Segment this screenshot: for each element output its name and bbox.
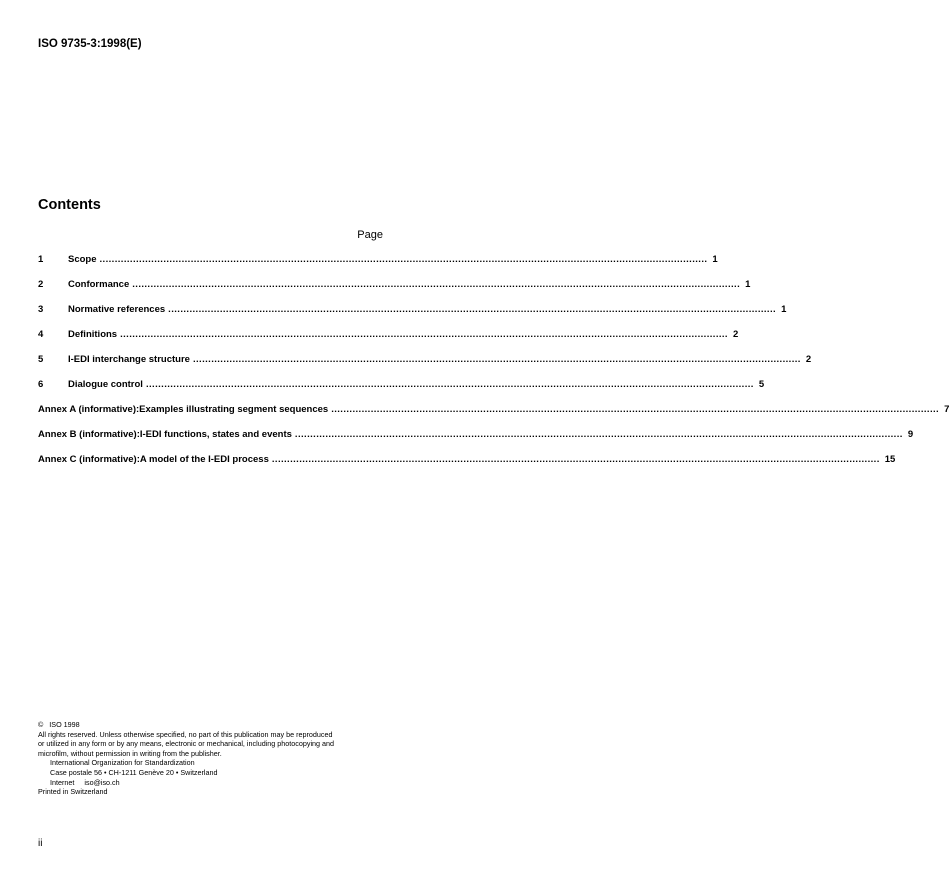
- internet-line: [38, 778, 388, 788]
- toc-entry[interactable]: [38, 304, 787, 329]
- organization-address: Case postale 56 • CH-1211 Genève 20 • Switzerland: [50, 767, 218, 777]
- toc-leader-dots: ........................................................................................................................................................................................................: [168, 304, 777, 315]
- toc-annex-label: Annex C (informative):: [38, 454, 140, 465]
- toc-entry-number: 5: [38, 354, 44, 365]
- toc-entry-number: 1: [38, 254, 44, 265]
- toc-entry[interactable]: [38, 354, 812, 379]
- toc-entry-number: 6: [38, 379, 44, 390]
- toc-entry-title: Dialogue control: [68, 379, 143, 390]
- page-number: ii: [38, 838, 43, 849]
- toc-annex-label: Annex A (informative):: [38, 404, 140, 415]
- toc-leader-dots: ........................................................................................................................................................................................................: [120, 329, 728, 340]
- toc-entry[interactable]: [38, 379, 765, 404]
- toc-entry-title: A model of the I-EDI process: [139, 454, 269, 465]
- internet-label: Internet: [50, 777, 75, 787]
- toc-entry-page: 2: [805, 354, 812, 365]
- toc-entry-page: 1: [712, 254, 718, 265]
- toc-entry[interactable]: [38, 254, 718, 279]
- rights-statement-line: All rights reserved. Unless otherwise specified, no part of this publication may be reproduced: [38, 729, 333, 739]
- contents-title: Contents: [38, 197, 101, 213]
- toc-entry-page: 9: [907, 429, 914, 440]
- toc-entry-title: Normative references: [68, 304, 166, 315]
- copyright-symbol: ©: [38, 720, 44, 729]
- document-id: ISO 9735-3:1998(E): [38, 38, 142, 50]
- toc-leader-dots: ........................................................................................................................................................................................................: [99, 254, 708, 265]
- copyright-line: [38, 720, 388, 730]
- table-of-contents: [38, 254, 949, 479]
- toc-entry-title: Examples illustrating segment sequences: [139, 404, 329, 415]
- rights-statement-line: or utilized in any form or by any means, electronic or mechanical, including photocopying and: [38, 739, 335, 749]
- toc-annex-entry[interactable]: [38, 454, 896, 479]
- toc-entry-title: I-EDI interchange structure: [68, 354, 190, 365]
- toc-entry-number: 4: [38, 329, 44, 340]
- toc-entry-page: 5: [758, 379, 765, 390]
- toc-entry-number: 3: [38, 304, 44, 315]
- toc-entry[interactable]: [38, 329, 739, 354]
- toc-leader-dots: ........................................................................................................................................................................................................: [271, 454, 880, 465]
- toc-leader-dots: ........................................................................................................................................................................................................: [331, 404, 940, 415]
- toc-entry-page: 2: [732, 329, 739, 340]
- toc-entry-title: I-EDI functions, states and events: [139, 429, 292, 440]
- page-column-label: Page: [357, 229, 383, 241]
- toc-entry-page: 1: [781, 304, 787, 315]
- toc-leader-dots: ........................................................................................................................................................................................................: [132, 279, 741, 290]
- toc-entry[interactable]: [38, 279, 751, 304]
- toc-entry-number: 2: [38, 279, 44, 290]
- toc-entry-title: Scope: [68, 254, 97, 265]
- toc-annex-entry[interactable]: [38, 429, 914, 454]
- toc-entry-title: Conformance: [68, 279, 130, 290]
- toc-entry-title: Definitions: [68, 329, 118, 340]
- toc-leader-dots: ........................................................................................................................................................................................................: [192, 354, 801, 365]
- internet-email-link[interactable]: iso@iso.ch: [84, 777, 120, 787]
- rights-statement-line: microfilm, without permission in writing from the publisher.: [38, 748, 222, 758]
- toc-entry-page: 15: [884, 454, 896, 465]
- toc-leader-dots: ........................................................................................................................................................................................................: [145, 379, 754, 390]
- toc-leader-dots: ........................................................................................................................................................................................................: [294, 429, 903, 440]
- copyright-year: ISO 1998: [49, 720, 80, 729]
- toc-annex-entry[interactable]: [38, 404, 949, 429]
- copyright-block: [38, 720, 388, 797]
- printed-in: Printed in Switzerland: [38, 787, 108, 797]
- toc-entry-page: 1: [745, 279, 751, 290]
- toc-annex-label: Annex B (informative):: [38, 429, 140, 440]
- organization-name: International Organization for Standardization: [50, 758, 195, 768]
- toc-entry-page: 7: [944, 404, 949, 415]
